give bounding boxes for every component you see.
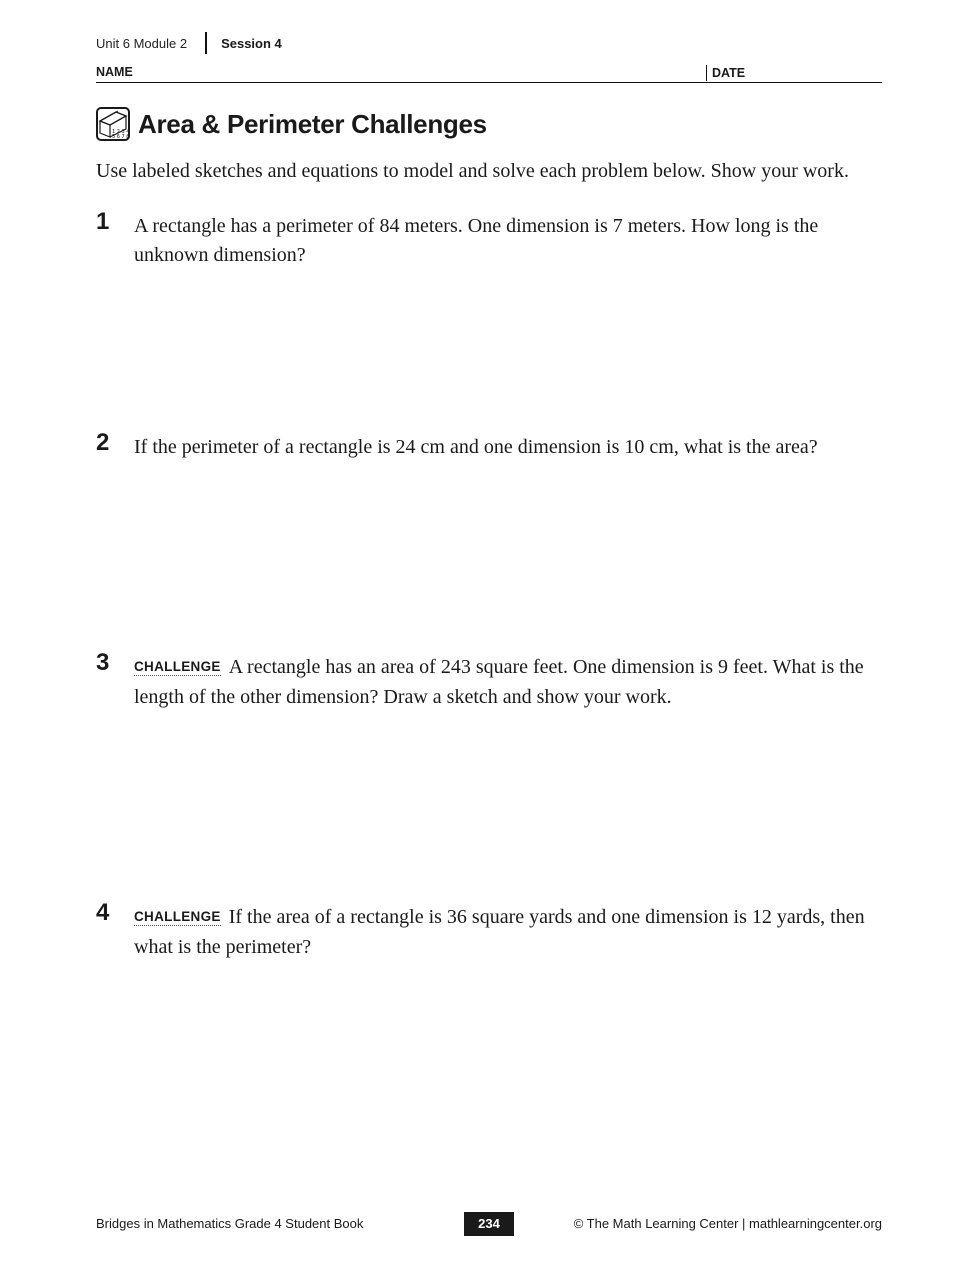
problem-text: A rectangle has an area of 243 square feet. One dimension is 9 feet. What is the length of the other dimension? Draw a sketch and show your work. xyxy=(134,656,864,708)
header-divider xyxy=(205,32,207,54)
worksheet-icon xyxy=(96,107,130,141)
page-title: Area & Perimeter Challenges xyxy=(138,108,487,139)
problem-number: 4 xyxy=(96,899,110,926)
unit-module-label: Unit 6 Module 2 xyxy=(96,35,188,51)
challenge-tag: CHALLENGE xyxy=(134,659,221,674)
title-row xyxy=(96,104,487,144)
problem-text-block xyxy=(134,653,886,712)
challenge-tag: CHALLENGE xyxy=(134,909,221,924)
problem-text-block xyxy=(134,903,886,962)
footer xyxy=(96,1212,882,1236)
copyright: © The Math Learning Center | mathlearningcenter.org xyxy=(573,1216,882,1231)
session-label: Session 4 xyxy=(221,35,282,51)
date-label: DATE xyxy=(706,65,745,81)
svg-text:5 6 7 8: 5 6 7 8 xyxy=(112,134,130,140)
book-title: Bridges in Mathematics Grade 4 Student Book xyxy=(96,1216,364,1231)
problem-text: If the perimeter of a rectangle is 24 cm and one dimension is 10 cm, what is the area? xyxy=(134,436,818,458)
problem-number: 3 xyxy=(96,649,110,676)
name-date-row xyxy=(96,65,882,83)
instructions: Use labeled sketches and equations to model and solve each problem below. Show your work. xyxy=(96,160,849,182)
problem-number: 2 xyxy=(96,429,110,456)
svg-text:1 2 3 4: 1 2 3 4 xyxy=(112,129,130,135)
problem-text: A rectangle has a perimeter of 84 meters. One dimension is 7 meters. How long is the unknown dimension? xyxy=(134,215,819,266)
problem-number: 1 xyxy=(96,208,110,235)
header-top xyxy=(96,33,282,53)
name-label: NAME xyxy=(96,65,133,79)
page-number: 234 xyxy=(464,1212,514,1236)
problem-text: If the area of a rectangle is 36 square yards and one dimension is 12 yards, then what is the perimeter? xyxy=(134,906,865,958)
